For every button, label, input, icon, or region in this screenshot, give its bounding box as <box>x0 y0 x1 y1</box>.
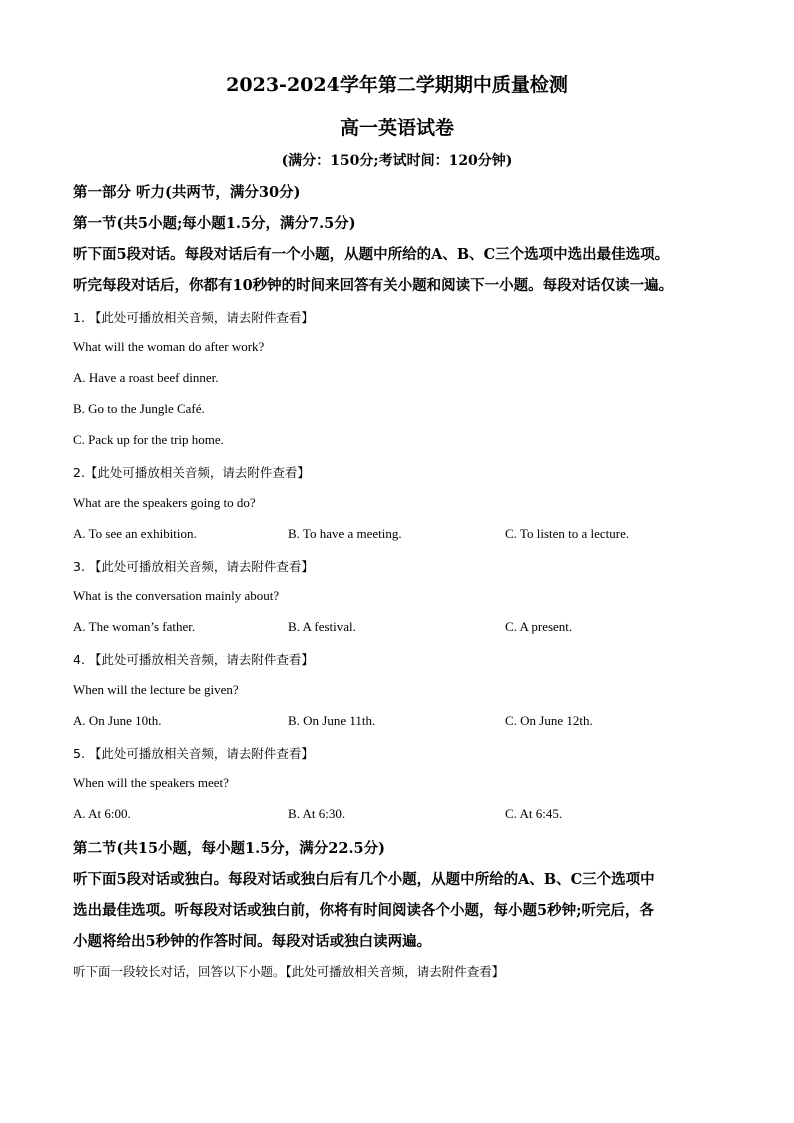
section2-audio-note[interactable]: 听下面一段较长对话，回答以下小题。【此处可播放相关音频，请去附件查看】 <box>73 964 505 979</box>
section2-instruction-line: 选出最佳选项。听每段对话或独白前，你将有时间阅读各个小题，每小题5秒钟;听完后，各 <box>73 902 654 919</box>
section1-heading: 第一节(共5小题;每小题1.5分，满分7.5分) <box>73 215 356 232</box>
question-4-option-c: C. On June 12th. <box>505 713 593 728</box>
question-1-text: What will the woman do after work? <box>73 339 265 354</box>
section2-heading: 第二节(共15小题，每小题1.5分，满分22.5分) <box>73 840 385 857</box>
question-5-option-a: A. At 6:00. <box>73 806 131 821</box>
question-4-text: When will the lecture be given? <box>73 682 239 697</box>
question-1-number[interactable]: 1. 【此处可播放相关音频，请去附件查看】 <box>73 310 314 325</box>
question-2-option-b: B. To have a meeting. <box>288 526 402 541</box>
question-2-option-a: A. To see an exhibition. <box>73 526 197 541</box>
exam-title: 2023-2024学年第二学期期中质量检测 <box>226 74 568 96</box>
question-3-number[interactable]: 3. 【此处可播放相关音频，请去附件查看】 <box>73 559 314 574</box>
question-4-option-a: A. On June 10th. <box>73 713 162 728</box>
section1-instruction-line: 听完每段对话后，你都有10秒钟的时间来回答有关小题和阅读下一小题。每段对话仅读一遍。 <box>73 277 674 294</box>
section2-instruction-line: 小题将给出5秒钟的作答时间。每段对话或独白读两遍。 <box>73 933 432 950</box>
question-2-number[interactable]: 2.【此处可播放相关音频，请去附件查看】 <box>73 465 310 480</box>
question-2-option-c: C. To listen to a lecture. <box>505 526 630 541</box>
part1-heading: 第一部分 听力(共两节，满分30分) <box>73 184 301 201</box>
exam-subtitle: 高一英语试卷 <box>339 117 454 139</box>
question-3-option-a: A. The woman’s father. <box>73 619 196 634</box>
question-1-option-c: C. Pack up for the trip home. <box>73 432 224 447</box>
question-2-text: What are the speakers going to do? <box>73 495 256 510</box>
section1-instruction-line: 听下面5段对话。每段对话后有一个小题，从题中所给的A、B、C三个选项中选出最佳选项。 <box>73 246 670 263</box>
question-3-text: What is the conversation mainly about? <box>73 588 280 603</box>
question-1-option-a: A. Have a roast beef dinner. <box>73 370 219 385</box>
question-3-option-b: B. A festival. <box>288 619 356 634</box>
score-info: (满分：150分;考试时间：120分钟) <box>281 153 513 169</box>
question-5-option-b: B. At 6:30. <box>288 806 346 821</box>
question-4-option-b: B. On June 11th. <box>288 713 376 728</box>
question-3-option-c: C. A present. <box>505 619 573 634</box>
question-5-number[interactable]: 5. 【此处可播放相关音频，请去附件查看】 <box>73 746 314 761</box>
question-5-text: When will the speakers meet? <box>73 775 229 790</box>
question-1-option-b: B. Go to the Jungle Café. <box>73 401 205 416</box>
question-4-number[interactable]: 4. 【此处可播放相关音频，请去附件查看】 <box>73 652 314 667</box>
question-5-option-c: C. At 6:45. <box>505 806 563 821</box>
section2-instruction-line: 听下面5段对话或独白。每段对话或独白后有几个小题，从题中所给的A、B、C三个选项中 <box>73 871 655 888</box>
